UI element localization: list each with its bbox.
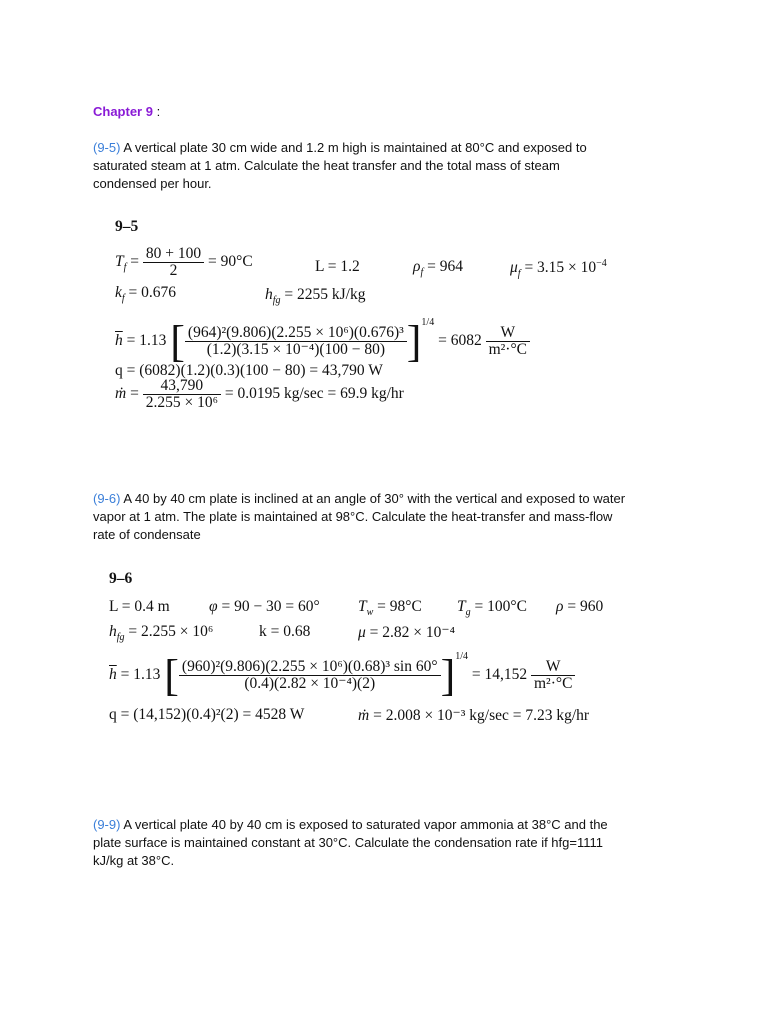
m-result: = 0.0195 kg/sec = 69.9 kg/hr — [224, 385, 404, 403]
problem-9-5-statement — [93, 139, 713, 193]
h-numerator: (964)²(9.806)(2.255 × 10⁶)(0.676)³ — [185, 325, 407, 342]
heat-transfer-equation: q = (14,152)(0.4)²(2) = 4528 W — [109, 706, 305, 723]
problem-text-line: A vertical plate 40 by 40 cm is exposed to saturated vapor ammonia at 38°C and the — [123, 817, 608, 832]
viscosity-value: $\mu_f = 3.15 \times 10^{-4}$ — [510, 258, 607, 280]
length-value: L = 1.2 — [315, 258, 360, 275]
angle-value: φ = 90 − 30 = 60° — [209, 598, 320, 615]
unit-denominator: m²·°C — [488, 341, 527, 358]
chapter-colon: : — [152, 104, 161, 119]
tf-result: = 90°C — [208, 253, 253, 271]
h-exponent: 1/4 — [455, 651, 468, 663]
conductivity-value: $k_f = 0.676$ — [115, 284, 177, 305]
conductivity-value: k = 0.68 — [259, 623, 311, 640]
tf-denominator: 2 — [169, 262, 178, 279]
h-result: = 6082 — [438, 332, 482, 350]
problem-9-9-statement — [93, 816, 713, 870]
problem-id: (9-6) — [93, 491, 121, 506]
problem-id: (9-5) — [93, 140, 121, 155]
solution-9-6 — [104, 570, 664, 730]
tf-numerator: 80 + 100 — [143, 246, 204, 263]
unit-numerator: W — [531, 659, 575, 676]
h-result: = 14,152 — [471, 666, 528, 684]
m-denominator: 2.255 × 10⁶ — [145, 394, 218, 411]
density-value: $\rho_f = 964$ — [413, 258, 463, 279]
mass-flow-equation: ṁ = $\frac{43,790}{\text{2.255 × 10⁶}}$ = 0.0195 kg/sec = 69.9 kg/hr — [115, 377, 404, 411]
unit-numerator: W — [486, 325, 530, 342]
wall-temperature: $T_w = 98^\circ C$ — [358, 598, 422, 619]
chapter-title: Chapter 9 — [93, 104, 153, 119]
h-numerator: (960)²(9.806)(2.255 × 10⁶)(0.68)³ sin 60° — [179, 659, 441, 676]
h-denominator: (1.2)(3.15 × 10⁻⁴)(100 − 80) — [206, 341, 385, 358]
h-bar-equation: $\overline{h} = 1.13$ [ $\frac{\text{(964)²(9.806)(2.255 × 10⁶)(0.676)³}}{\text{(1.2)(3.15 × 10⁻⁴)(100 − 80)}}$ ]$^{1/4}$ = 6082 $\frac{W}{\text{m²·°C}}$ — [115, 316, 530, 367]
problem-text-line: kJ/kg at 38°C. — [93, 853, 175, 868]
heat-transfer-equation: q = (6082)(1.2)(0.3)(100 − 80) = 43,790 W — [115, 362, 383, 379]
viscosity-value: μ = 2.82 × 10⁻⁴ — [358, 624, 455, 641]
vapor-temperature: $T_g = 100^\circ C$ — [457, 598, 527, 619]
solution-9-5 — [110, 218, 630, 438]
problem-text-line: vapor at 1 atm. The plate is maintained at 98°C. Calculate the heat-transfer and mass-flow — [93, 509, 613, 524]
solution-label: 9–5 — [115, 218, 139, 235]
problem-text-line: A vertical plate 30 cm wide and 1.2 m high is maintained at 80°C and exposed to — [123, 140, 587, 155]
solution-label: 9–6 — [109, 570, 133, 587]
problem-9-6-statement — [93, 490, 713, 544]
latent-heat-value: $h_{fg} = 2255$ kJ/kg — [265, 286, 366, 307]
problem-text-line: A 40 by 40 cm plate is inclined at an angle of 30° with the vertical and exposed to water — [123, 491, 626, 506]
unit-denominator: m²·°C — [534, 675, 573, 692]
m-numerator: 43,790 — [143, 378, 221, 395]
latent-heat-value: $h_{fg} = 2.255 \times 10^6$ — [109, 623, 214, 644]
problem-text-line: rate of condensate — [93, 527, 201, 542]
problem-id: (9-9) — [93, 817, 121, 832]
problem-text-line: plate surface is maintained constant at 30°C. Calculate the condensation rate if hfg=1111 — [93, 835, 603, 850]
h-bar-equation: $\overline{h} = 1.13$ [ $\frac{\text{(960)²(9.806)(2.255 × 10⁶)(0.68)³ sin 60°}}{\text{(0.4)(2.82 × 10⁻⁴)(2)}}$ ]$^{1/4}$ = 14,152 $\frac{W}{\text{m²·°C}}$ — [109, 650, 575, 701]
tf-equation: $T_f$ = $\frac{80 + 100}{2}$ = 90°C — [115, 245, 253, 279]
density-value: ρ = 960 — [556, 598, 604, 615]
problem-text-line: saturated steam at 1 atm. Calculate the heat transfer and the total mass of steam — [93, 158, 560, 173]
length-value: L = 0.4 m — [109, 598, 170, 615]
mass-flow-equation: ṁ = 2.008 × 10⁻³ kg/sec = 7.23 kg/hr — [358, 707, 590, 724]
problem-text-line: condensed per hour. — [93, 176, 212, 191]
h-denominator: (0.4)(2.82 × 10⁻⁴)(2) — [244, 675, 376, 692]
chapter-heading — [93, 103, 160, 121]
h-exponent: 1/4 — [421, 317, 435, 329]
